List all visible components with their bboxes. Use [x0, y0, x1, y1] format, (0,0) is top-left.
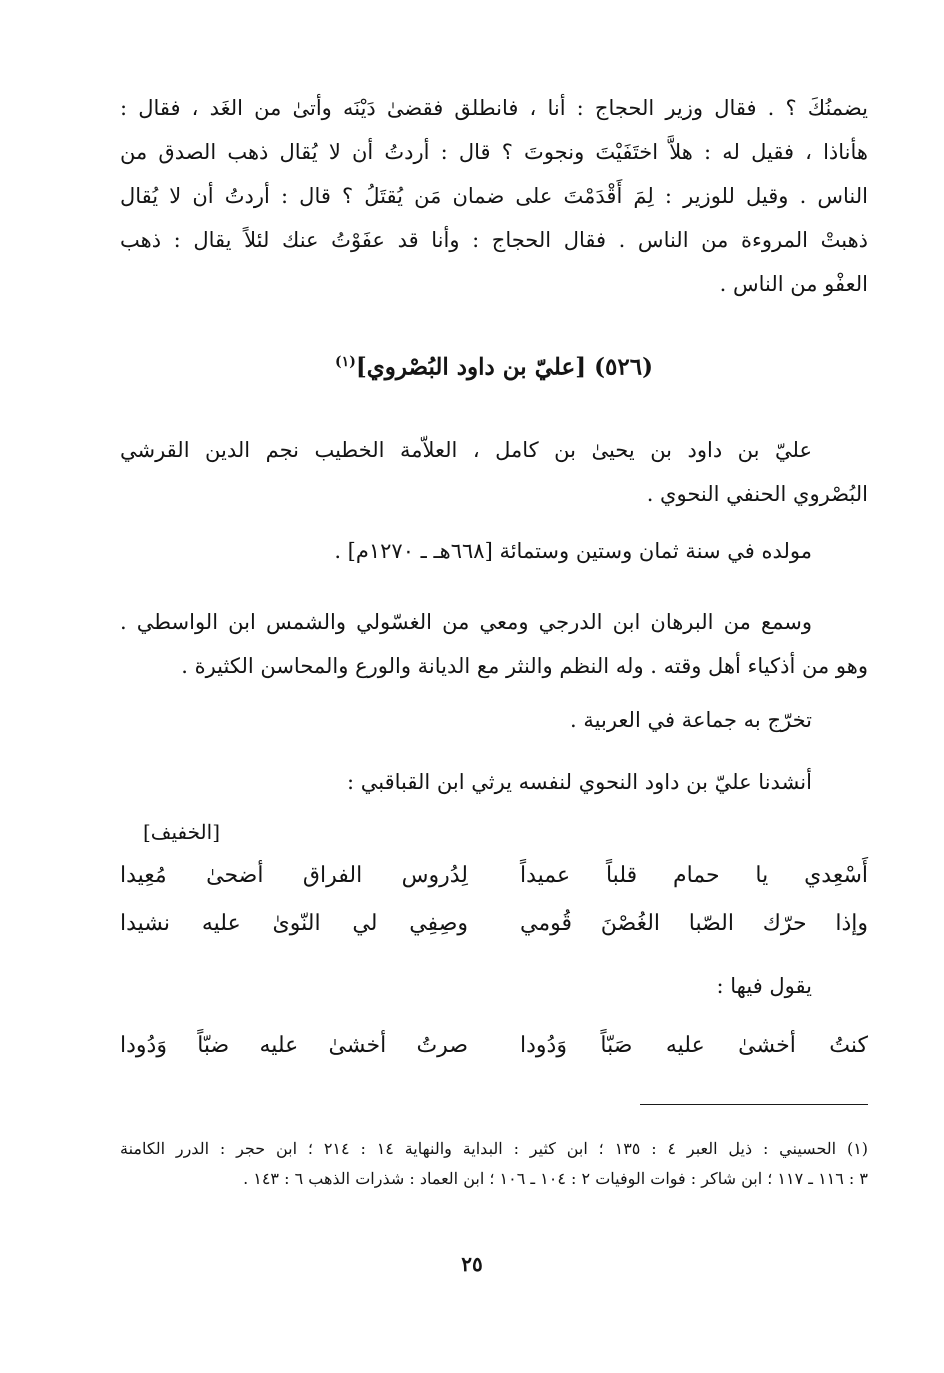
footnote-separator [640, 1104, 868, 1105]
bio-name-paragraph [120, 428, 868, 516]
text-line: هأناذا ، فقيل له : هلاَّ اختَفَيْتَ ونجوتَ ؟ قال : أردتُ أن لا يُقال ذهب الصدق من [120, 140, 868, 164]
text-line: يقول فيها : [716, 974, 812, 998]
footnotes [120, 1134, 868, 1194]
text-line: البُصْروي الحنفي النحوي . [646, 482, 868, 506]
text-line: العفْو من الناس . [719, 272, 868, 296]
footnote-line: ٣ : ١١٦ ـ ١١٧ ؛ ابن شاكر : فوات الوفيات ٢ : ١٠٤ ـ ١٠٦ ؛ ابن العماد : شذرات الذهب ٦ : ١٤٣ . [243, 1169, 868, 1188]
text-line: الناس . وقيل للوزير : لِمَ أَقْدَمْتَ على ضمان مَن يُقتَلُ ؟ قال : أردتُ أن لا يُقال [120, 184, 868, 208]
text-line: وهو من أذكياء أهل وقته . وله النظم والنثر مع الديانة والورع والمحاسن الكثيرة . [181, 654, 868, 678]
text-line: يضمنُكَ ؟ . فقال وزير الحجاج : أنا ، فانطلق فقضىٰ دَيْنَه وأتىٰ من الغَد ، فقال : [120, 96, 868, 120]
birth-paragraph [120, 537, 868, 565]
text-line: أنشدنا عليّ بن داود النحوي لنفسه يرثي ابن القباقبي : [346, 770, 812, 794]
verse-first-hemistich: وإذا حرّك الصّبا الغُصْنَ قُومي [520, 911, 868, 936]
says-paragraph [120, 972, 868, 1000]
entry-heading-title: (٥٢٦) [عليّ بن داود البُصْروي] [355, 353, 653, 381]
entry-heading [120, 346, 868, 384]
intro-paragraph [120, 86, 868, 306]
text-line: ذهبتْ المروءة من الناس . فقال الحجاج : وأنا قد عفَوْتُ عنك لئلاً يقال : ذهب [120, 228, 868, 252]
verse-second-hemistich: صرتُ أخشىٰ عليه ضبّاً وَدُودا [120, 1033, 468, 1058]
verse-second-hemistich: لِدُروس الفراق أضحىٰ مُعِيدا [120, 863, 468, 888]
text-line: عليّ بن داود بن يحيىٰ بن كامل ، العلاّمة الخطيب نجم الدين القرشي [120, 438, 812, 462]
students-paragraph [120, 706, 868, 734]
verse-second-hemistich: وصِفِي لي النّوىٰ عليه نشيدا [120, 911, 468, 936]
heading-footnote-mark: (١) [335, 354, 356, 370]
study-paragraph [120, 600, 868, 688]
meter-label: [الخفيف] [142, 820, 220, 844]
footnote-line: (١) الحسيني : ذيل العبر ٤ : ١٣٥ ؛ ابن كثير : البداية والنهاية ١٤ : ٢١٤ ؛ ابن حجر : الدرر الكامنة [120, 1139, 869, 1158]
verse-first-hemistich: كنتُ أخشىٰ عليه صَبّاً وَدُودا [520, 1033, 868, 1058]
text-line: وسمع من البرهان ابن الدرجي ومعي من الغسّولي والشمس ابن الواسطي . [120, 610, 812, 634]
page-number: ٢٥ [461, 1252, 483, 1276]
verse-row [120, 1026, 868, 1066]
verse-row [120, 856, 868, 896]
text-line: تخرّج به جماعة في العربية . [570, 708, 812, 732]
recitation-paragraph [120, 768, 868, 796]
verse-first-hemistich: أَسْعِدي يا حمام قلباً عميداً [520, 863, 868, 888]
verse-row [120, 904, 868, 944]
text-line: مولده في سنة ثمان وستين وستمائة [٦٦٨هـ ـ ١٢٧٠م] . [334, 539, 812, 563]
